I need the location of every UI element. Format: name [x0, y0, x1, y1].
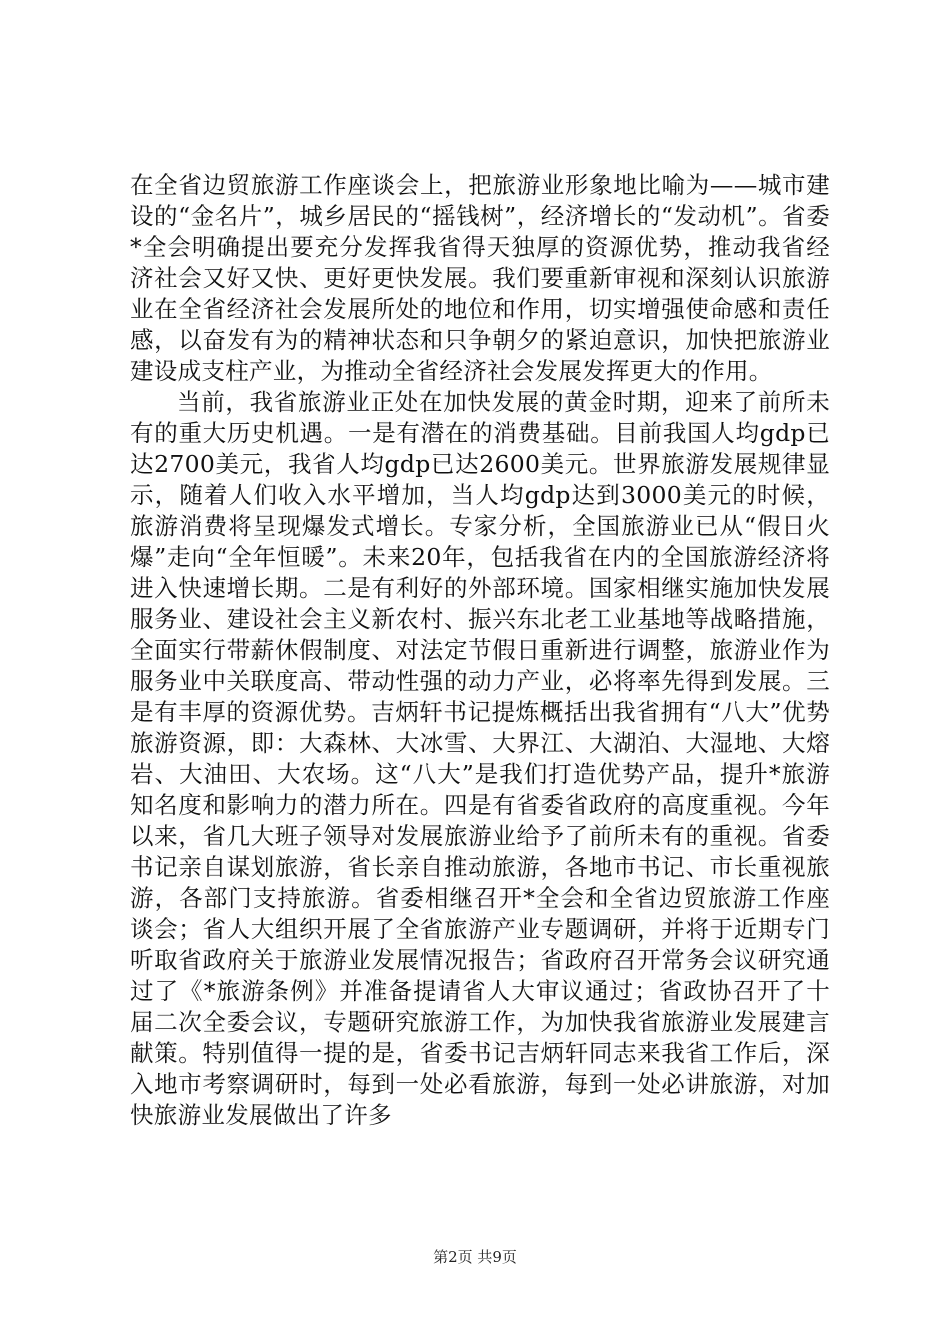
paragraph-2: 当前，我省旅游业正处在加快发展的黄金时期，迎来了前所未有的重大历史机遇。一是有潜在的消费基础。目前我国人均gdp已达2700美元，我省人均gdp已达2600美元。世界旅游发展规律显示，随着人们收入水平增加，当人均gdp达到3000美元的时候，旅游消费将呈现爆发式增长。专家分析，全国旅游业已从“假日火爆”走向“全年恒暖”。未来20年，包括我省在内的全国旅游经济将进入快速增长期。二是有利好的外部环境。国家相继实施加快发展服务业、建设社会主义新农村、振兴东北老工业基地等战略措施，全面实行带薪休假制度、对法定节假日重新进行调整，旅游业作为服务业中关联度高、带动性强的动力产业，必将率先得到发展。三是有丰厚的资源优势。吉炳轩书记提炼概括出我省拥有“八大”优势旅游资源，即：大森林、大冰雪、大界江、大湖泊、大湿地、大熔岩、大油田、大农场。这“八大”是我们打造优势产品，提升*旅游知名度和影响力的潜力所在。四是有省委省政府的高度重视。今年以来，省几大班子领导对发展旅游业给予了前所未有的重视。省委书记亲自谋划旅游，省长亲自推动旅游，各地市书记、市长重视旅游，各部门支持旅游。省委相继召开*全会和全省边贸旅游工作座谈会；省人大组织开展了全省旅游产业专题调研，并将于近期专门听取省政府关于旅游业发展情况报告；省政府召开常务会议研究通过了《*旅游条例》并准备提请省人大审议通过；省政协召开了十届二次全委会议，专题研究旅游工作，为加快我省旅游业发展建言献策。特别值得一提的是，省委书记吉炳轩同志来我省工作后，深入地市考察调研时，每到一处必看旅游，每到一处必讲旅游，对加快旅游业发展做出了许多 [130, 388, 830, 1129]
page-number-footer: 第2页 共9页 [433, 1248, 517, 1266]
document-body [130, 170, 830, 1131]
paragraph-1: 在全省边贸旅游工作座谈会上，把旅游业形象地比喻为——城市建设的“金名片”，城乡居民的“摇钱树”，经济增长的“发动机”。省委*全会明确提出要充分发挥我省得天独厚的资源优势，推动我省经济社会又好又快、更好更快发展。我们要重新审视和深刻认识旅游业在全省经济社会发展所处的地位和作用，切实增强使命感和责任感，以奋发有为的精神状态和只争朝夕的紧迫意识，加快把旅游业建设成支柱产业，为推动全省经济社会发展发挥更大的作用。 [130, 171, 830, 385]
